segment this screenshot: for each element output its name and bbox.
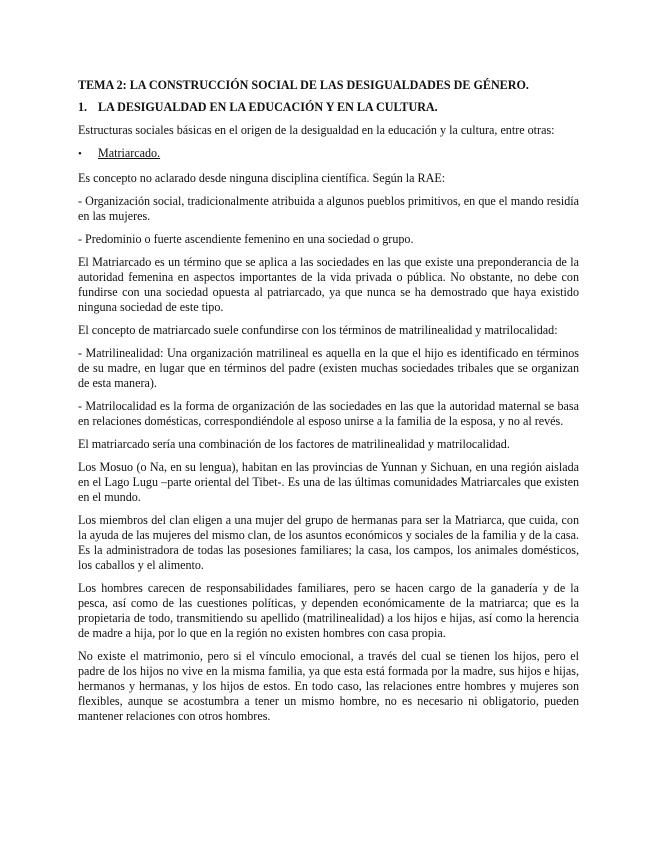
- paragraph: El Matriarcado es un término que se aplica a las sociedades en las que existe una preponderancia de la autoridad femenina en aspectos importantes de la vida privada o pública. No obstante, no debe con fundirse con una sociedad opuesta al patriarcado, ya que nunca se ha demostrado que haya existido ninguna sociedad de este tipo.: [78, 255, 579, 314]
- paragraph: - Matrilinealidad: Una organización matrilineal es aquella en la que el hijo es identificado en términos de su madre, en lugar que en términos del padre (existen muchas sociedades tribales que se organizan de esta manera).: [78, 346, 579, 390]
- paragraph: - Matrilocalidad es la forma de organización de las sociedades en las que la autoridad maternal se basa en relaciones domésticas, correspondiéndole al esposo unirse a la familia de la esposa, y no al revés.: [78, 399, 579, 428]
- paragraph: Los miembros del clan eligen a una mujer del grupo de hermanas para ser la Matriarca, que cuida, con la ayuda de las mujeres del mismo clan, de los asuntos económicos y sociales de la familia y de la casa. Es la administradora de todas las posesiones familiares; la casa, los campos, los animales domésticos, los caballos y el alimento.: [78, 513, 579, 572]
- document-page: [78, 78, 579, 732]
- section-title: LA DESIGUALDAD EN LA EDUCACIÓN Y EN LA CULTURA.: [98, 100, 438, 114]
- bullet-label: Matriarcado.: [98, 146, 161, 160]
- intro-paragraph: Estructuras sociales básicas en el origen de la desigualdad en la educación y la cultura, entre otras:: [78, 123, 555, 137]
- section-number: 1.: [78, 100, 88, 114]
- paragraph: El concepto de matriarcado suele confundirse con los términos de matrilinealidad y matrilocalidad:: [78, 323, 558, 337]
- paragraph: Los hombres carecen de responsabilidades familiares, pero se hacen cargo de la ganadería y de la pesca, así como de las cuestiones políticas, y dependen económicamente de la matriarca; que es la propietaria de todo, transmitiendo su apellido (matrilinealidad) a los hijos e hijas, así como la herencia de madre a hija, por lo que en la región no existen hombres con casa propia.: [78, 581, 579, 640]
- paragraph: - Predominio o fuerte ascendiente femenino en una sociedad o grupo.: [78, 232, 414, 246]
- paragraph: - Organización social, tradicionalmente atribuida a algunos pueblos primitivos, en que el mando residía en las mujeres.: [78, 194, 579, 223]
- paragraph: No existe el matrimonio, pero si el vínculo emocional, a través del cual se tienen los hijos, pero el padre de los hijos no vive en la misma familia, ya que esta está formada por la madre, sus hijos e hijas, hermanos y hermanas, y los hijos de estos. En todo caso, las relaciones entre hombres y mujeres son flexibles, aunque se acostumbra a tener un mismo hombre, no es necesario ni obligatorio, pueden mantener relaciones con otros hombres.: [78, 649, 579, 723]
- bullet-dot-icon: •: [78, 148, 82, 160]
- document-title: TEMA 2: LA CONSTRUCCIÓN SOCIAL DE LAS DESIGUALDADES DE GÉNERO.: [78, 78, 529, 92]
- bullet-item-matriarcado: [78, 146, 579, 162]
- paragraph: Es concepto no aclarado desde ninguna disciplina científica. Según la RAE:: [78, 171, 446, 185]
- paragraph: El matriarcado sería una combinación de los factores de matrilinealidad y matrilocalidad.: [78, 437, 510, 451]
- paragraph: Los Mosuo (o Na, en su lengua), habitan en las provincias de Yunnan y Sichuan, en una región aislada en el Lago Lugu –parte oriental del Tibet-. Es una de las últimas comunidades Matriarcales que existen en el mundo.: [78, 460, 579, 504]
- section-heading: [78, 100, 579, 115]
